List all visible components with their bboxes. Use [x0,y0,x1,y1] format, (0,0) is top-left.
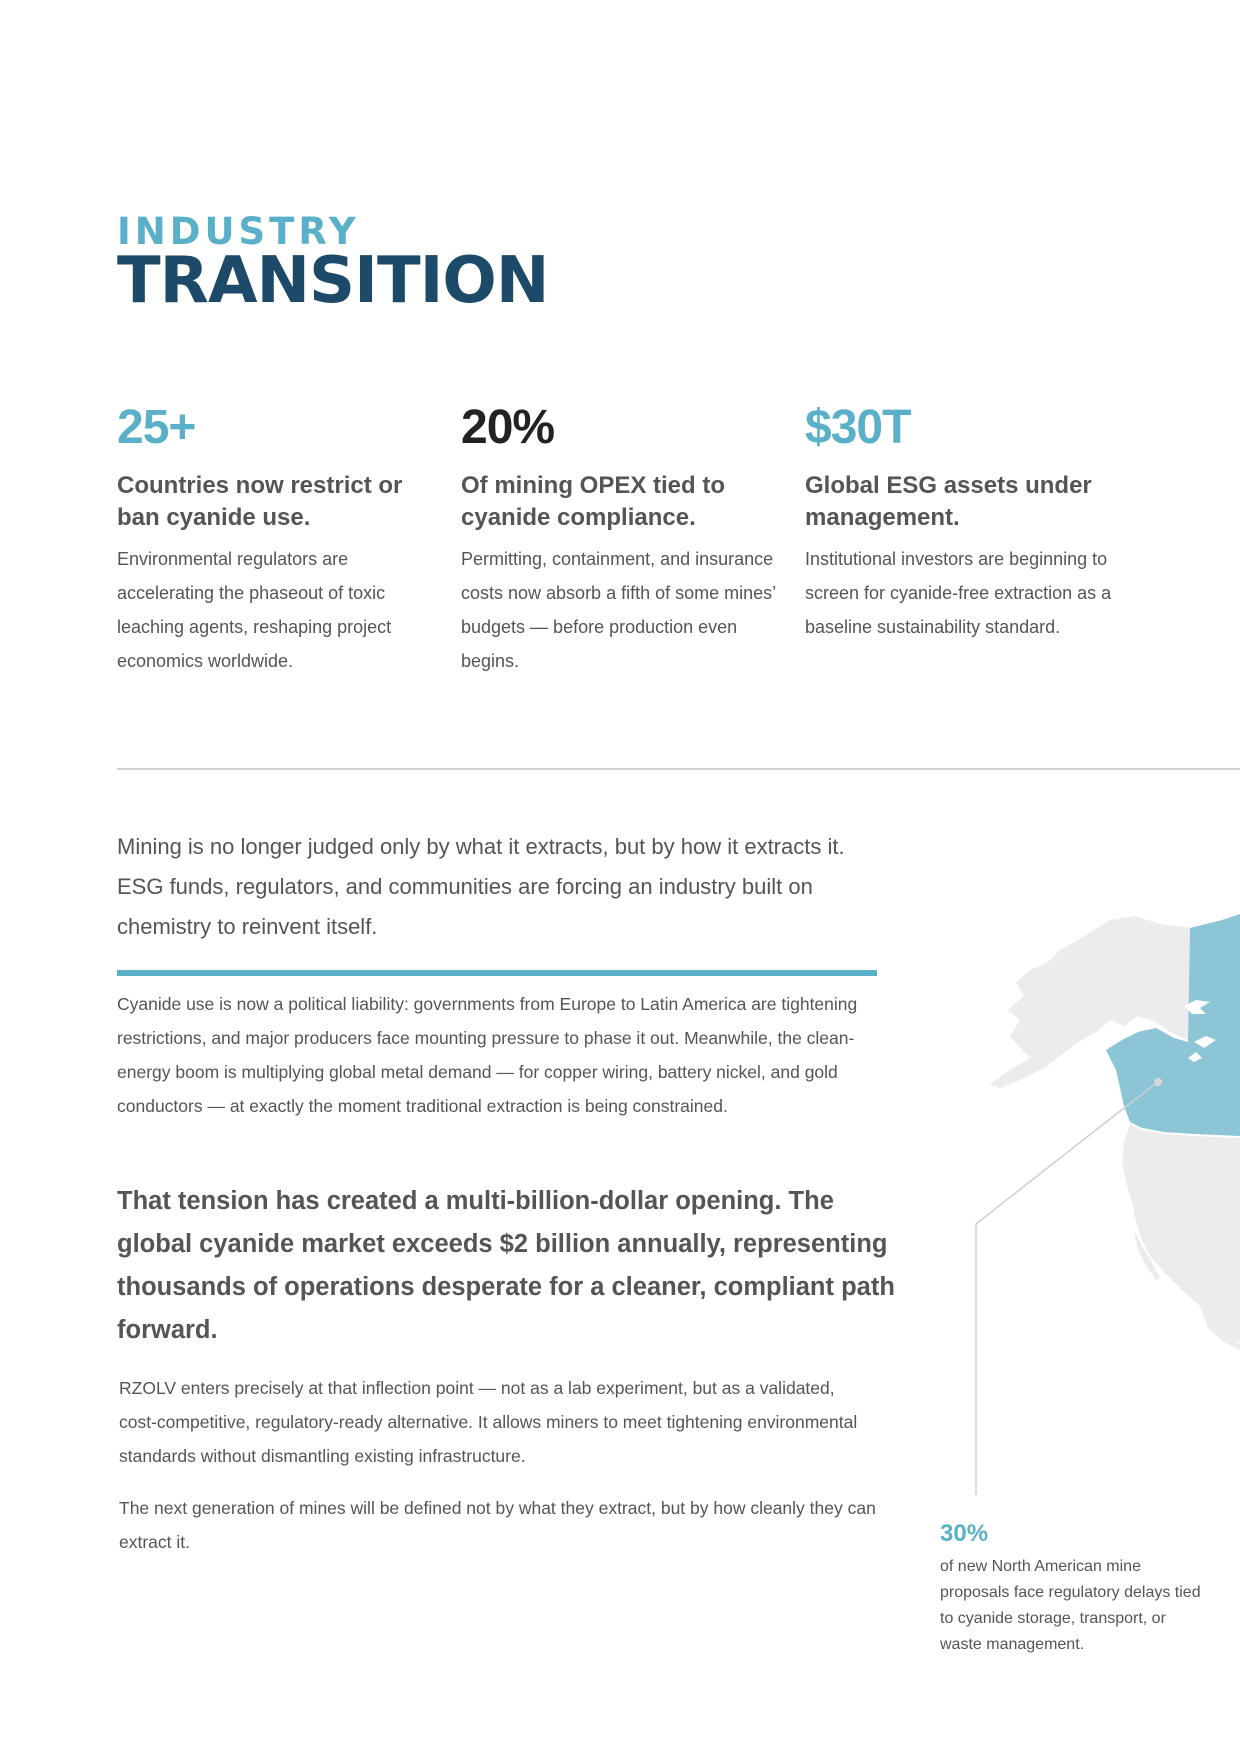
pull-quote: That tension has created a multi-billion-dollar opening. The global cyanide market exceeds $2 billion annually, representing thousands of operations desperate for a cleaner, compliant path forward. [117,1187,895,1344]
stat-heading: Of mining OPEX tied to cyanide compliance. [461,472,725,531]
page-headline: TRANSITION [117,244,549,318]
map-callout-description: of new North American mine proposals face regulatory delays tied to cyanide storage, transport, or waste management. [940,1558,1201,1653]
section-divider [117,768,1240,770]
map-callout-value: 30% [940,1520,989,1547]
stat-heading: Countries now restrict or ban cyanide use. [117,472,403,531]
stat-countries [117,400,437,678]
page-kicker: INDUSTRY [117,210,360,253]
map-callout [940,1518,1210,1658]
map-usa-mexico [1122,1124,1240,1342]
stat-value: 25+ [117,401,196,454]
stat-esg-assets [805,400,1135,644]
callout-point [1154,1078,1162,1086]
page-title [117,210,549,318]
lead-paragraph: Mining is no longer judged only by what it extracts, but by how it extracts it. ESG funds, regulators, and communities are forcing an industry built on chemistry to reinvent itself. [117,834,845,939]
north-america-map [960,910,1240,1510]
stat-description: Institutional investors are beginning to screen for cyanide-free extraction as a baseline sustainability standard. [805,549,1112,637]
body-paragraph-1: Cyanide use is now a political liability: governments from Europe to Latin America are tightening restrictions, and major producers face mounting pressure to phase it out. Meanwhile, the clean-energy boom is multiplying global metal demand — for copper wiring, battery nickel, and gold conductors — at exactly the moment traditional extraction is being constrained. [117,994,858,1116]
accent-rule [117,970,877,976]
stat-description: Environmental regulators are accelerating the phaseout of toxic leaching agents, reshaping project economics worldwide. [117,549,392,671]
body-paragraph-3: The next generation of mines will be defined not by what they extract, but by how cleanly they can extract it. [119,1498,876,1552]
stat-description: Permitting, containment, and insurance costs now absorb a fifth of some mines’ budgets — before production even begins. [461,549,776,671]
stat-opex [461,400,781,678]
stat-heading: Global ESG assets under management. [805,472,1092,531]
body-paragraph-2: RZOLV enters precisely at that inflection point — not as a lab experiment, but as a validated, cost-competitive, regulatory-ready alternative. It allows miners to meet tightening environmental standards without dismantling existing infrastructure. [119,1378,858,1466]
stat-value: 20% [461,401,555,454]
stat-value: $30T [805,401,911,454]
